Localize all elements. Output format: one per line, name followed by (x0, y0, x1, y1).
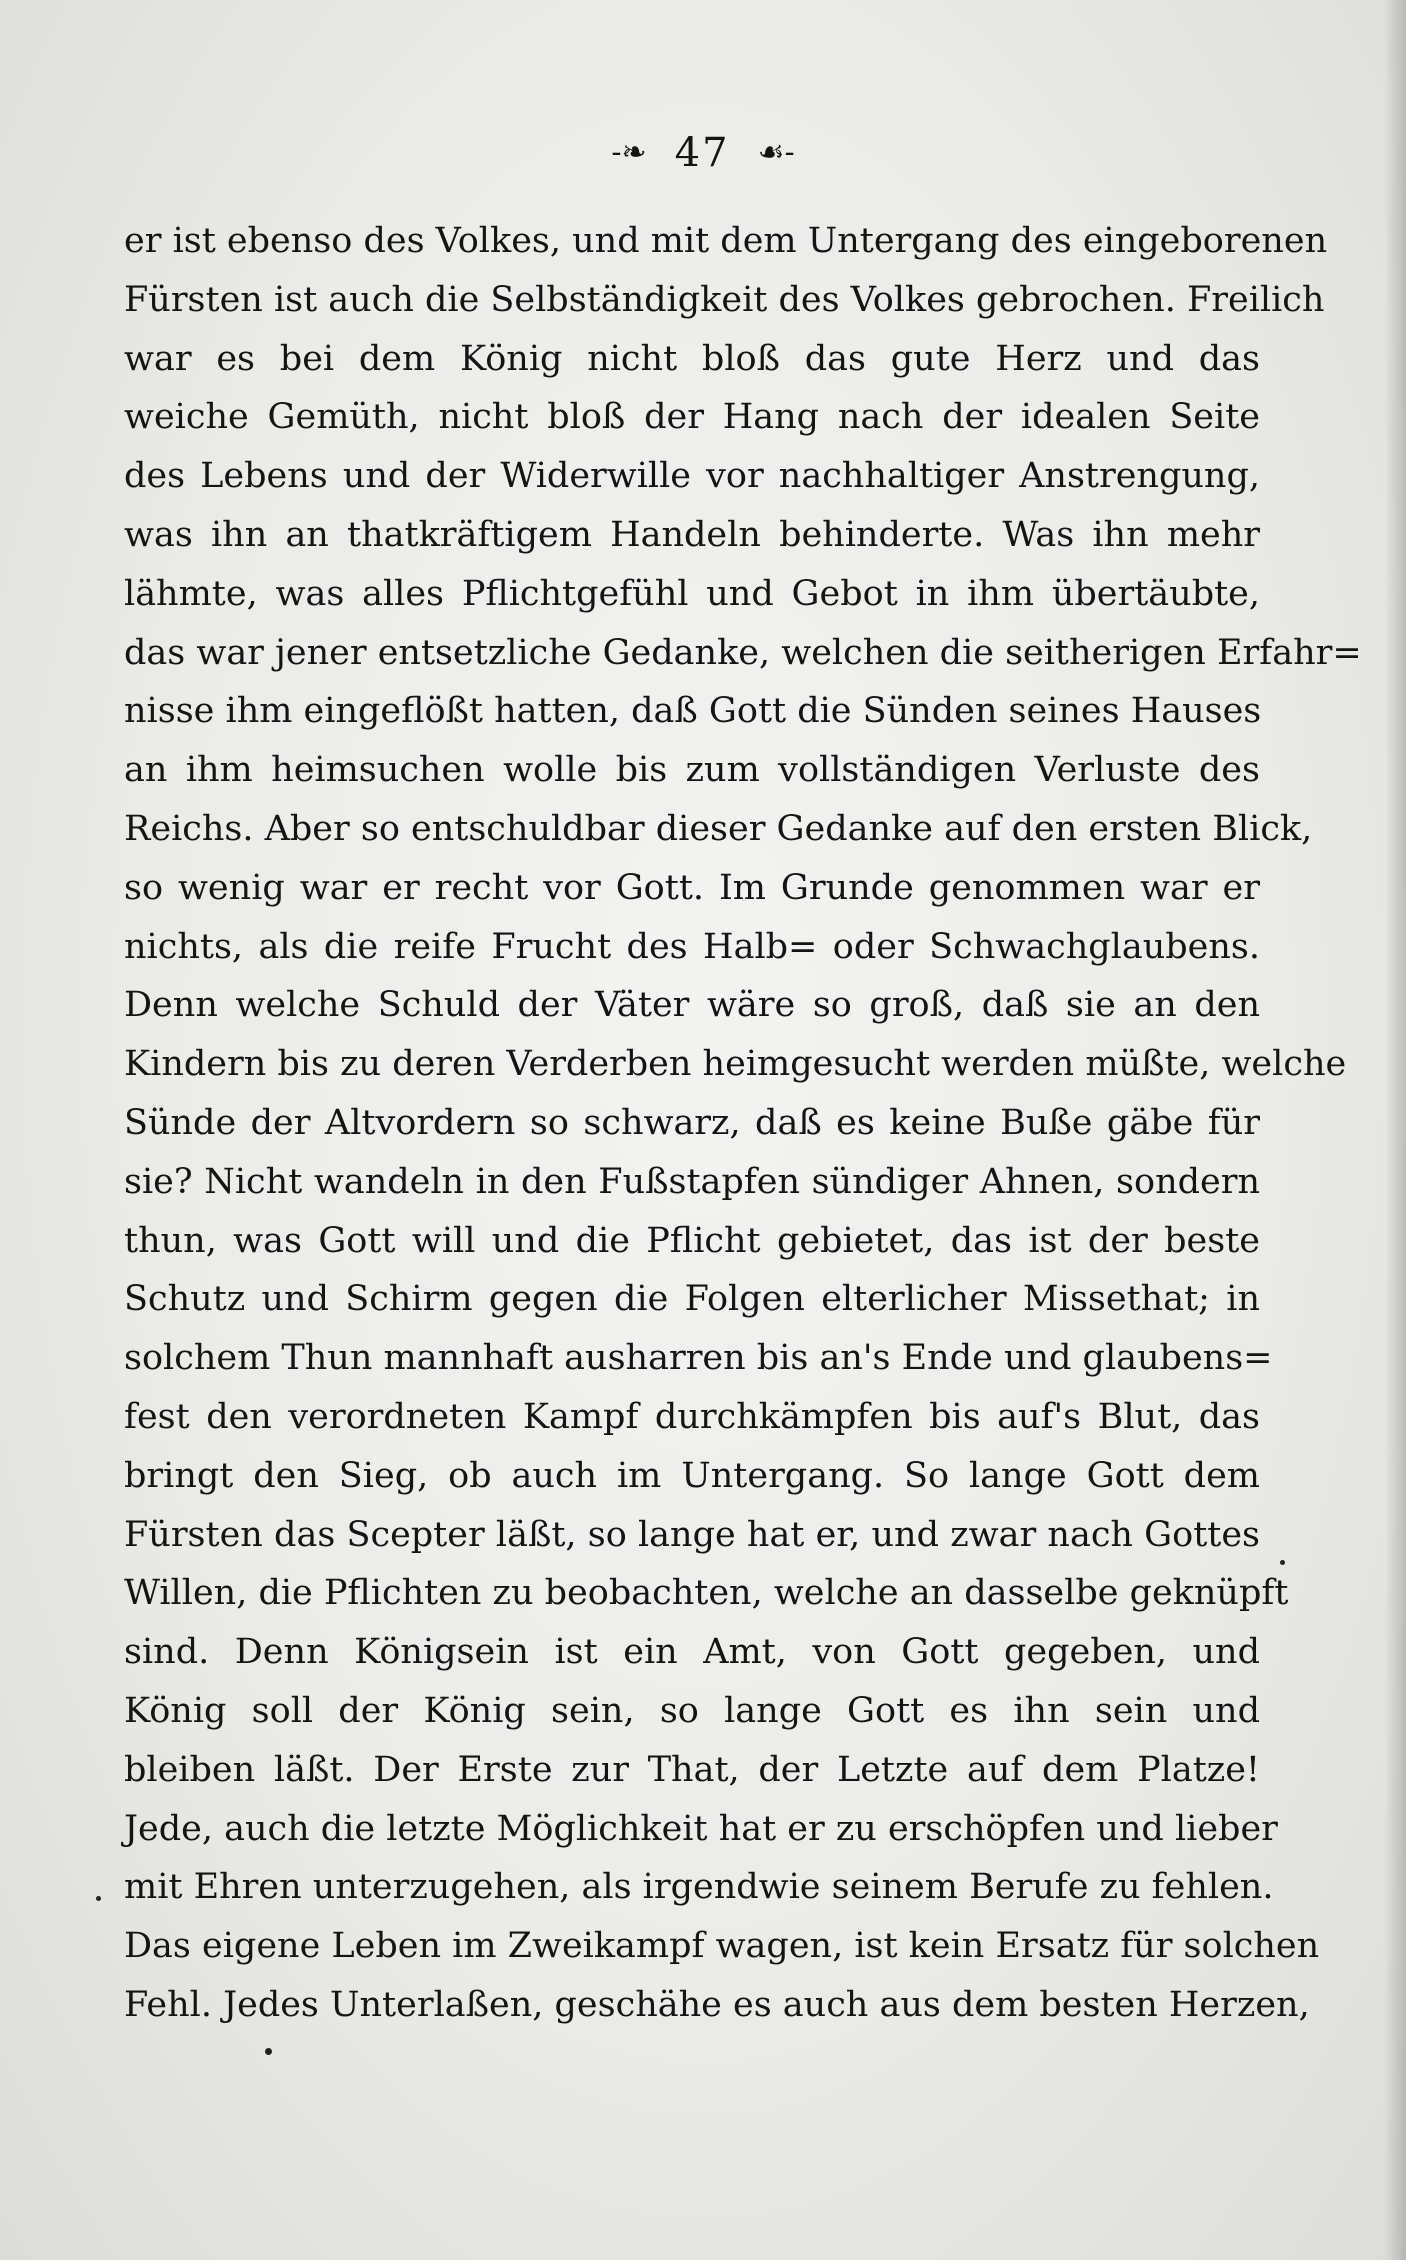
ink-speck (265, 2048, 272, 2055)
text-line: Fürsten ist auch die Selbständigkeit des Volkes gebrochen. Freilich (124, 279, 1325, 320)
left-ornament-icon: -❧ (611, 135, 647, 170)
text-line: Schutz und Schirm gegen die Folgen elterlicher Missethat; in (124, 1279, 1260, 1320)
text-line: bringt den Sieg, ob auch im Untergang. So lange Gott dem (124, 1455, 1260, 1496)
text-line: thun, was Gott will und die Pflicht gebietet, das ist der beste (124, 1220, 1260, 1261)
text-line: Kindern bis zu deren Verderben heimgesucht werden müßte, welche (124, 1044, 1347, 1085)
right-ornament-icon: ☙- (757, 135, 795, 170)
text-line: nisse ihm eingeflößt hatten, daß Gott die Sünden seines Hauses (124, 691, 1262, 732)
body-text (124, 212, 1362, 2035)
ink-speck (1280, 1560, 1285, 1565)
text-line: Sünde der Altvordern so schwarz, daß es keine Buße gäbe für (124, 1102, 1260, 1143)
text-line: fest den verordneten Kampf durchkämpfen bis auf's Blut, das (124, 1396, 1260, 1437)
text-line: war es bei dem König nicht bloß das gute Herz und das (124, 338, 1260, 379)
text-line: des Lebens und der Widerwille vor nachhaltiger Anstrengung, (124, 456, 1260, 497)
text-line: sie? Nicht wandeln in den Fußstapfen sündiger Ahnen, sondern (124, 1161, 1260, 1202)
text-line: an ihm heimsuchen wolle bis zum vollständigen Verluste des (124, 750, 1260, 791)
text-line: bleiben läßt. Der Erste zur That, der Letzte auf dem Platze! (124, 1749, 1260, 1790)
text-line: Fehl. Jedes Unterlaßen, geschähe es auch aus dem besten Herzen, (124, 1984, 1310, 2025)
text-line: Reichs. Aber so entschuldbar dieser Gedanke auf den ersten Blick, (124, 808, 1313, 849)
text-line: was ihn an thatkräftigem Handeln behinderte. Was ihn mehr (124, 514, 1260, 555)
text-line: Das eigene Leben im Zweikampf wagen, ist kein Ersatz für solchen (124, 1926, 1320, 1967)
text-line: lähmte, was alles Pflichtgefühl und Gebot in ihm übertäubte, (124, 573, 1260, 614)
text-line: weiche Gemüth, nicht bloß der Hang nach der idealen Seite (124, 397, 1260, 438)
text-line: er ist ebenso des Volkes, und mit dem Untergang des eingeborenen (124, 221, 1328, 261)
text-line: sind. Denn Königsein ist ein Amt, von Gott gegeben, und (124, 1632, 1260, 1673)
page-header (0, 118, 1406, 188)
text-line: Jede, auch die letzte Möglichkeit hat er zu erschöpfen und lieber (124, 1808, 1278, 1849)
text-line: mit Ehren unterzugehen, als irgendwie seinem Berufe zu fehlen. (124, 1867, 1274, 1908)
ink-speck (96, 1896, 101, 1901)
text-line: das war jener entsetzliche Gedanke, welchen die seitherigen Erfahr= (124, 632, 1362, 673)
text-line: Willen, die Pflichten zu beobachten, welche an dasselbe geknüpft (124, 1573, 1289, 1614)
text-line: nichts, als die reife Frucht des Halb= oder Schwachglaubens. (124, 926, 1260, 967)
text-line: solchem Thun mannhaft ausharren bis an's Ende und glaubens= (124, 1338, 1273, 1379)
page-number: 47 (674, 130, 730, 176)
text-line: König soll der König sein, so lange Gott es ihn sein und (124, 1690, 1260, 1731)
text-line: Denn welche Schuld der Väter wäre so groß, daß sie an den (124, 985, 1260, 1026)
text-line: so wenig war er recht vor Gott. Im Grunde genommen war er (124, 867, 1260, 908)
text-line: Fürsten das Scepter läßt, so lange hat er, und zwar nach Gottes (124, 1514, 1260, 1555)
